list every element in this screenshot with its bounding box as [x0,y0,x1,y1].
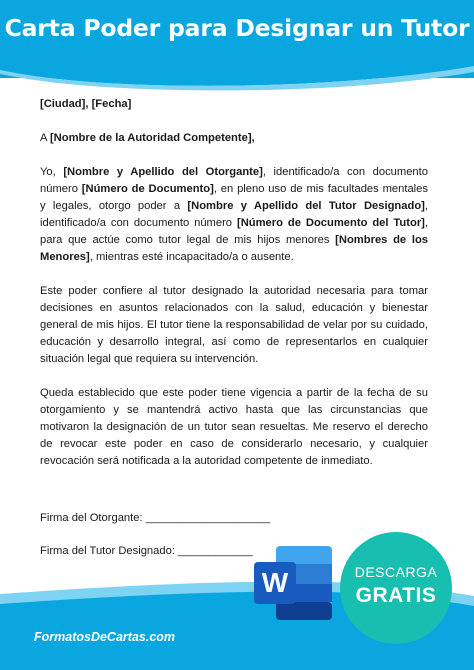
word-icon [250,540,336,626]
paragraph-grant: Yo, [Nombre y Apellido del Otorgante], identificado/a con documento número [Número de Documento], en pleno uso de mis facultades mentales y legales, otorgo poder a [Nombre y Apellido del Tutor Designado], identificado/a con documento número [Número de Documento del Tutor], para que actúe como tutor legal de mis hijos menores [Nombres de los Menores], mientras esté incapacitado/a o ausente. [40,166,429,263]
signature-grantor-line: Firma del Otorgante: ____________________ [40,512,271,524]
download-free-badge[interactable] [340,532,452,644]
badge-label-free: GRATIS [355,584,437,607]
word-icon-letter: W [261,567,289,598]
place-date: [Ciudad], [Fecha] [40,98,132,110]
paragraph-validity: Queda establecido que este poder tiene vigencia a partir de la fecha de su otorgamiento y se mantendrá activo hasta que las circunstancias que motivaron la designación de un tutor sean resueltas. Me reservo el derecho de revocar este poder en caso de considerarlo necesario, y cualquier revocación será notificada a la autoridad competente de inmediato. [40,387,428,467]
signature-tutor-line: Firma del Tutor Designado: ____________ [40,545,253,557]
paragraph-authority: Este poder confiere al tutor designado la autoridad necesaria para tomar decisiones en asuntos relacionados con la salud, educación y bienestar general de mis hijos. El tutor tiene la responsabilidad de velar por su cuidado, educación y desarrollo integral, así como de representarlos en cualquier situación legal que requiera su intervención. [40,285,428,365]
header-wave-decoration [0,56,474,92]
badge-label-download: DESCARGA [354,564,438,580]
letter-body [40,96,428,487]
addressee-line: A [Nombre de la Autoridad Competente], [40,132,255,144]
page-title: Carta Poder para Designar un Tutor [4,14,470,42]
footer-site-name[interactable]: FormatosDeCartas.com [34,630,176,644]
